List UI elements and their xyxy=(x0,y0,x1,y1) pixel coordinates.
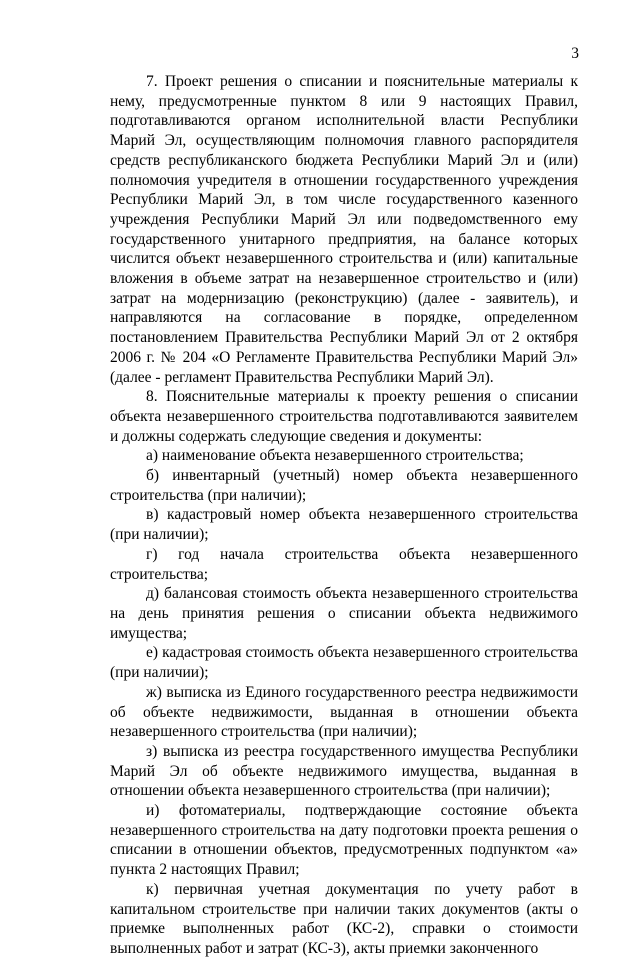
list-item-zh: ж) выписка из Единого государственного реестра недвижимости об объекте недвижимости, выданная в отношении объекта незавершенного строительства (при наличии); xyxy=(110,683,578,741)
page-number: 3 xyxy=(571,45,579,62)
document-body xyxy=(110,72,578,959)
list-item-z: з) выписка из реестра государственного имущества Республики Марий Эл об объекте недвижимого имущества, выданная в отношении объекта незавершенного строительства (при наличии); xyxy=(110,742,578,800)
list-item-i: и) фотоматериалы, подтверждающие состояние объекта незавершенного строительства на дату подготовки проекта решения о списании в отношении объектов, предусмотренных подпунктом «а» пункта 2 настоящих Правил; xyxy=(110,802,578,879)
list-item-d: д) балансовая стоимость объекта незавершенного строительства на день принятия решения о списании объекта недвижимого имущества; xyxy=(110,585,578,642)
list-item-b: б) инвентарный (учетный) номер объекта незавершенного строительства (при наличии); xyxy=(110,467,578,504)
paragraph-7: 7. Проект решения о списании и пояснительные материалы к нему, предусмотренные пунктом 8 или 9 настоящих Правил, подготавливаются органом исполнительной власти Республики Марий Эл, осуществляющим полномочия главного распорядителя средств республиканского бюджета Республики Марий Эл и (или) полномочия учредителя в отношении государственного учреждения Республики Марий Эл, в том числе государственного казенного учреждения Республики Марий Эл или подведомственного ему государственного унитарного предприятия, на балансе которых числится объект незавершенного строительства и (или) капитальные вложения в объеме затрат на незавершенное строительство и (или) затрат на модернизацию (реконструкцию) (далее - заявитель), и направляются на согласование в порядке, определенном постановлением Правительства Республики Марий Эл от 2 октября 2006 г. № 204 «О Регламенте Правительства Республики Марий Эл» (далее - регламент Правительства Республики Марий Эл). xyxy=(110,73,578,386)
list-item-v: в) кадастровый номер объекта незавершенного строительства (при наличии); xyxy=(110,506,578,544)
list-item-k: к) первичная учетная документация по учету работ в капитальном строительстве при наличии таких документов (акты о приемке выполненных работ (КС-2), справки о стоимости выполненных работ и затрат (КС-3), акты приемки законченного xyxy=(110,880,578,957)
list-item-g: г) год начала строительства объекта незавершенного строительства; xyxy=(110,545,578,583)
list-item-a: а) наименование объекта незавершенного строительства; xyxy=(146,447,524,465)
list-item-e: е) кадастровая стоимость объекта незавершенного строительства (при наличии); xyxy=(110,644,578,682)
paragraph-8: 8. Пояснительные материалы к проекту решения о списании объекта незавершенного строительства подготавливаются заявителем и должны содержать следующие сведения и документы: xyxy=(110,388,578,445)
